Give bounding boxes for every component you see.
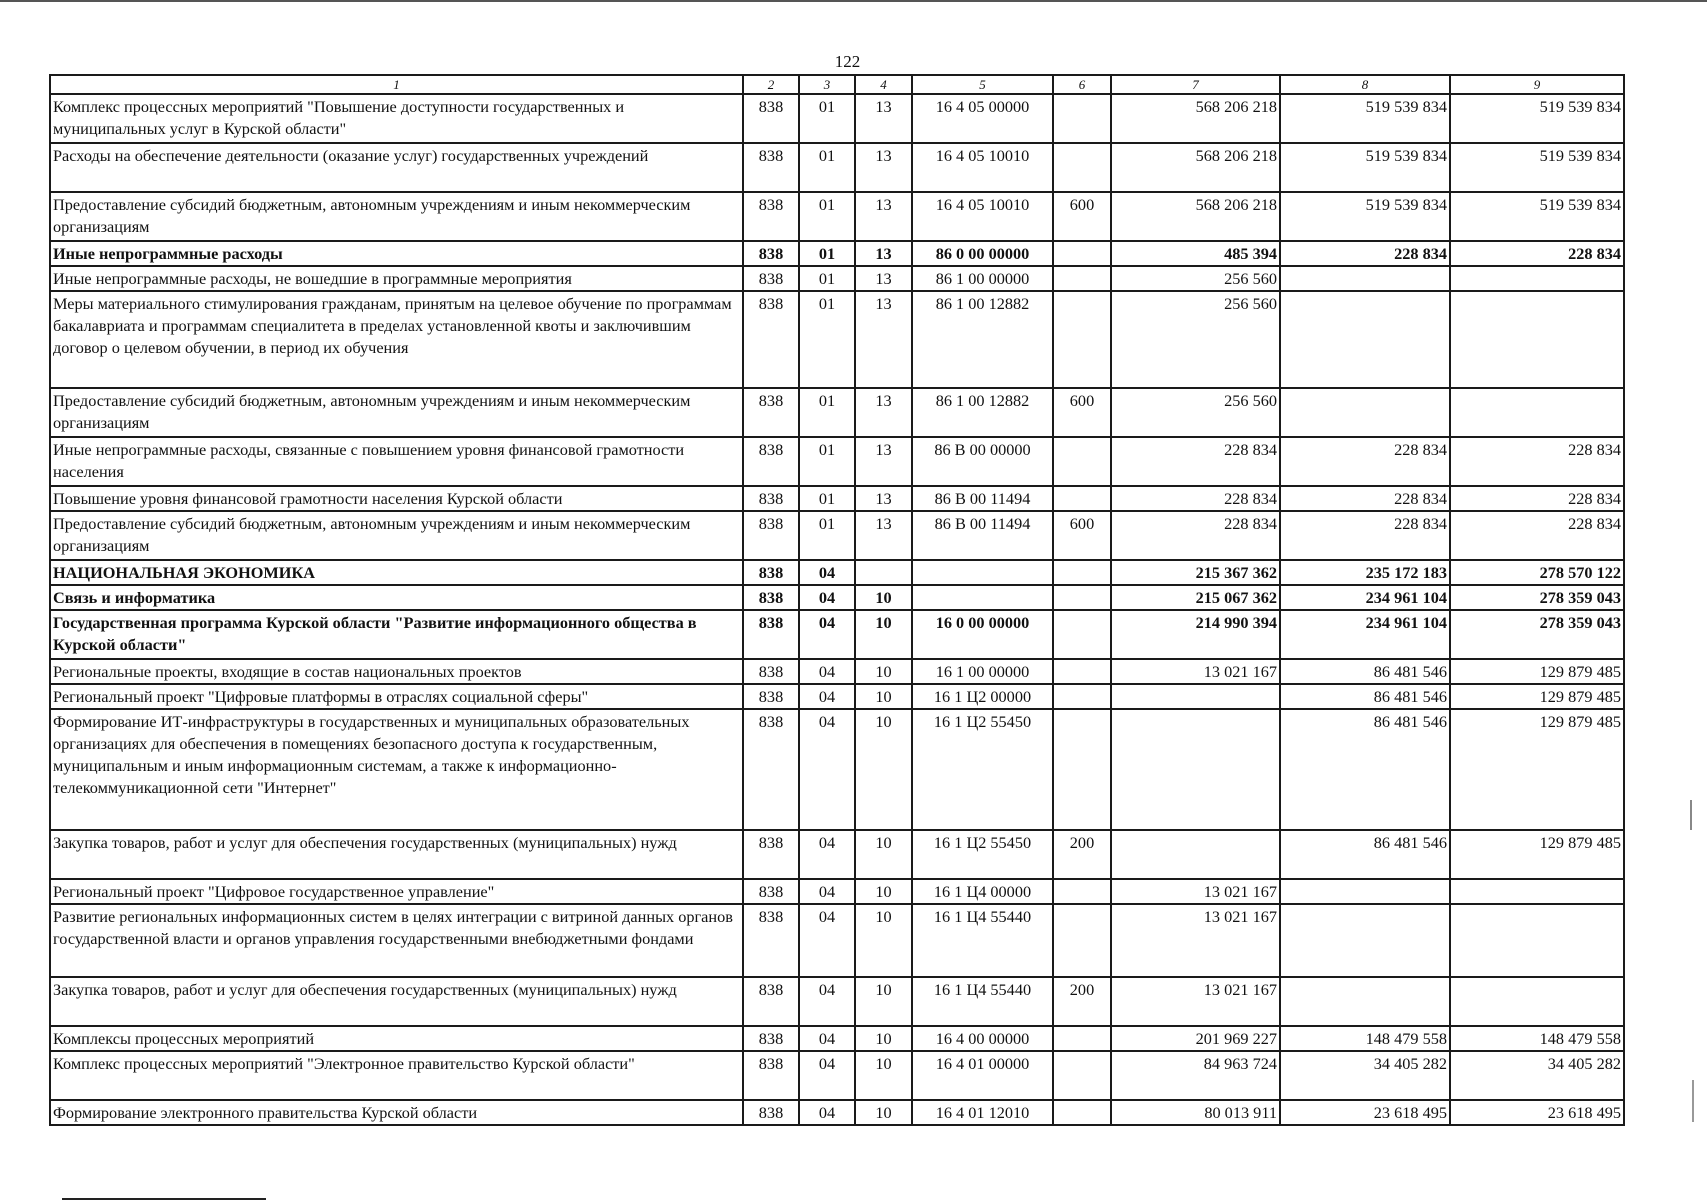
- expense-type-cell: [1053, 585, 1111, 610]
- amount-cell: 228 834: [1450, 511, 1624, 560]
- amount-cell: 13 021 167: [1111, 659, 1280, 684]
- row-label-cell: Предоставление субсидий бюджетным, автономным учреждениям и иным некоммерческим организациям: [50, 511, 743, 560]
- table-row: [50, 511, 1624, 560]
- row-label-cell: Государственная программа Курской области "Развитие информационного общества в Курской области": [50, 610, 743, 659]
- header-cell: 4: [855, 75, 912, 94]
- target-article-cell: 16 4 01 12010: [912, 1100, 1053, 1125]
- table-header-row: [50, 75, 1624, 94]
- section-code-cell: 01: [799, 511, 855, 560]
- amount-cell: [1450, 977, 1624, 1026]
- page-number: 122: [834, 52, 861, 71]
- gov-code-cell: 838: [743, 610, 799, 659]
- row-label-cell: Иные непрограммные расходы, не вошедшие в программные мероприятия: [50, 266, 743, 291]
- subsection-code-cell: 13: [855, 192, 912, 241]
- target-article-cell: 16 1 Ц2 00000: [912, 684, 1053, 709]
- expense-type-cell: [1053, 437, 1111, 486]
- amount-cell: [1450, 388, 1624, 437]
- subsection-code-cell: [855, 560, 912, 585]
- amount-cell: 228 834: [1280, 511, 1450, 560]
- amount-cell: 228 834: [1450, 486, 1624, 511]
- expense-type-cell: [1053, 709, 1111, 830]
- amount-cell: [1111, 709, 1280, 830]
- section-code-cell: 01: [799, 437, 855, 486]
- table-row: [50, 1026, 1624, 1051]
- section-code-cell: 01: [799, 266, 855, 291]
- target-article-cell: 86 1 00 00000: [912, 266, 1053, 291]
- amount-cell: 34 405 282: [1450, 1051, 1624, 1100]
- expense-type-cell: [1053, 291, 1111, 388]
- amount-cell: 13 021 167: [1111, 977, 1280, 1026]
- amount-cell: [1450, 879, 1624, 904]
- amount-cell: 129 879 485: [1450, 684, 1624, 709]
- gov-code-cell: 838: [743, 266, 799, 291]
- gov-code-cell: 838: [743, 684, 799, 709]
- target-article-cell: 16 1 Ц2 55450: [912, 709, 1053, 830]
- expense-type-cell: [1053, 241, 1111, 266]
- amount-cell: 86 481 546: [1280, 709, 1450, 830]
- target-article-cell: 86 1 00 12882: [912, 291, 1053, 388]
- row-label-cell: Развитие региональных информационных систем в целях интеграции с витриной данных органов государственной власти и органов управления государственными внебюджетными фондами: [50, 904, 743, 977]
- target-article-cell: 86 1 00 12882: [912, 388, 1053, 437]
- amount-cell: 13 021 167: [1111, 879, 1280, 904]
- gov-code-cell: 838: [743, 94, 799, 143]
- amount-cell: 256 560: [1111, 388, 1280, 437]
- expense-type-cell: 200: [1053, 830, 1111, 879]
- amount-cell: 148 479 558: [1450, 1026, 1624, 1051]
- table-row: [50, 291, 1624, 388]
- expense-type-cell: [1053, 659, 1111, 684]
- target-article-cell: 86 В 00 11494: [912, 486, 1053, 511]
- row-label-cell: Предоставление субсидий бюджетным, автономным учреждениям и иным некоммерческим организациям: [50, 388, 743, 437]
- amount-cell: 519 539 834: [1280, 192, 1450, 241]
- table-row: [50, 486, 1624, 511]
- amount-cell: 278 359 043: [1450, 585, 1624, 610]
- section-code-cell: 04: [799, 1051, 855, 1100]
- amount-cell: 34 405 282: [1280, 1051, 1450, 1100]
- row-label-cell: Региональный проект "Цифровые платформы в отраслях социальной сферы": [50, 684, 743, 709]
- section-code-cell: 01: [799, 143, 855, 192]
- section-code-cell: 04: [799, 560, 855, 585]
- subsection-code-cell: 10: [855, 879, 912, 904]
- subsection-code-cell: 10: [855, 610, 912, 659]
- amount-cell: [1111, 684, 1280, 709]
- section-code-cell: 04: [799, 1100, 855, 1125]
- amount-cell: 86 481 546: [1280, 684, 1450, 709]
- target-article-cell: 16 4 05 10010: [912, 143, 1053, 192]
- row-label-cell: Закупка товаров, работ и услуг для обеспечения государственных (муниципальных) нужд: [50, 977, 743, 1026]
- expense-type-cell: [1053, 904, 1111, 977]
- table-row: [50, 1051, 1624, 1100]
- gov-code-cell: 838: [743, 879, 799, 904]
- section-code-cell: 04: [799, 659, 855, 684]
- amount-cell: 23 618 495: [1280, 1100, 1450, 1125]
- header-cell: 5: [912, 75, 1053, 94]
- gov-code-cell: 838: [743, 388, 799, 437]
- subsection-code-cell: 10: [855, 709, 912, 830]
- target-article-cell: 16 0 00 00000: [912, 610, 1053, 659]
- target-article-cell: [912, 560, 1053, 585]
- header-cell: 8: [1280, 75, 1450, 94]
- section-code-cell: 04: [799, 830, 855, 879]
- table-row: [50, 830, 1624, 879]
- amount-cell: 256 560: [1111, 291, 1280, 388]
- table-row: [50, 1100, 1624, 1125]
- target-article-cell: 86 В 00 00000: [912, 437, 1053, 486]
- section-code-cell: 01: [799, 486, 855, 511]
- gov-code-cell: 838: [743, 241, 799, 266]
- subsection-code-cell: 10: [855, 830, 912, 879]
- amount-cell: 568 206 218: [1111, 143, 1280, 192]
- row-label-cell: Расходы на обеспечение деятельности (оказание услуг) государственных учреждений: [50, 143, 743, 192]
- scan-artifact: [1692, 1080, 1694, 1122]
- table-row: [50, 585, 1624, 610]
- header-cell: 7: [1111, 75, 1280, 94]
- subsection-code-cell: 10: [855, 977, 912, 1026]
- section-code-cell: 04: [799, 879, 855, 904]
- target-article-cell: 16 1 Ц4 00000: [912, 879, 1053, 904]
- expense-type-cell: [1053, 266, 1111, 291]
- table-row: [50, 266, 1624, 291]
- amount-cell: 234 961 104: [1280, 610, 1450, 659]
- amount-cell: 13 021 167: [1111, 904, 1280, 977]
- gov-code-cell: 838: [743, 192, 799, 241]
- amount-cell: [1280, 879, 1450, 904]
- amount-cell: [1280, 266, 1450, 291]
- row-label-cell: Предоставление субсидий бюджетным, автономным учреждениям и иным некоммерческим организациям: [50, 192, 743, 241]
- row-label-cell: Комплекс процессных мероприятий "Повышение доступности государственных и муниципальных услуг в Курской области": [50, 94, 743, 143]
- amount-cell: 228 834: [1280, 486, 1450, 511]
- section-code-cell: 01: [799, 192, 855, 241]
- expense-type-cell: [1053, 1026, 1111, 1051]
- row-label-cell: НАЦИОНАЛЬНАЯ ЭКОНОМИКА: [50, 560, 743, 585]
- target-article-cell: 16 4 05 10010: [912, 192, 1053, 241]
- table-row: [50, 684, 1624, 709]
- section-code-cell: 04: [799, 684, 855, 709]
- expense-type-cell: [1053, 94, 1111, 143]
- amount-cell: 84 963 724: [1111, 1051, 1280, 1100]
- row-label-cell: Региональные проекты, входящие в состав национальных проектов: [50, 659, 743, 684]
- expense-type-cell: [1053, 879, 1111, 904]
- amount-cell: 86 481 546: [1280, 830, 1450, 879]
- subsection-code-cell: 13: [855, 94, 912, 143]
- amount-cell: 519 539 834: [1450, 94, 1624, 143]
- target-article-cell: [912, 585, 1053, 610]
- expense-type-cell: [1053, 1051, 1111, 1100]
- row-label-cell: Повышение уровня финансовой грамотности населения Курской области: [50, 486, 743, 511]
- header-cell: 1: [50, 75, 743, 94]
- table-row: [50, 437, 1624, 486]
- amount-cell: 235 172 183: [1280, 560, 1450, 585]
- amount-cell: [1111, 830, 1280, 879]
- header-cell: 6: [1053, 75, 1111, 94]
- amount-cell: 129 879 485: [1450, 659, 1624, 684]
- header-cell: 3: [799, 75, 855, 94]
- expense-type-cell: [1053, 610, 1111, 659]
- amount-cell: 228 834: [1450, 437, 1624, 486]
- row-label-cell: Комплексы процессных мероприятий: [50, 1026, 743, 1051]
- amount-cell: 86 481 546: [1280, 659, 1450, 684]
- amount-cell: 228 834: [1280, 241, 1450, 266]
- section-code-cell: 04: [799, 977, 855, 1026]
- expense-type-cell: [1053, 1100, 1111, 1125]
- subsection-code-cell: 13: [855, 266, 912, 291]
- section-code-cell: 01: [799, 291, 855, 388]
- amount-cell: 23 618 495: [1450, 1100, 1624, 1125]
- table-row: [50, 610, 1624, 659]
- subsection-code-cell: 10: [855, 1026, 912, 1051]
- expense-type-cell: [1053, 560, 1111, 585]
- table-row: [50, 709, 1624, 830]
- subsection-code-cell: 13: [855, 291, 912, 388]
- table-row: [50, 94, 1624, 143]
- subsection-code-cell: 10: [855, 1100, 912, 1125]
- row-label-cell: Региональный проект "Цифровое государственное управление": [50, 879, 743, 904]
- target-article-cell: 86 В 00 11494: [912, 511, 1053, 560]
- gov-code-cell: 838: [743, 486, 799, 511]
- subsection-code-cell: 10: [855, 1051, 912, 1100]
- expense-type-cell: 600: [1053, 388, 1111, 437]
- gov-code-cell: 838: [743, 560, 799, 585]
- gov-code-cell: 838: [743, 830, 799, 879]
- gov-code-cell: 838: [743, 709, 799, 830]
- table-body: [50, 94, 1624, 1125]
- amount-cell: 568 206 218: [1111, 192, 1280, 241]
- target-article-cell: 16 1 00 00000: [912, 659, 1053, 684]
- amount-cell: 129 879 485: [1450, 709, 1624, 830]
- expense-type-cell: [1053, 684, 1111, 709]
- table-row: [50, 977, 1624, 1026]
- row-label-cell: Иные непрограммные расходы, связанные с повышением уровня финансовой грамотности населения: [50, 437, 743, 486]
- amount-cell: 228 834: [1111, 486, 1280, 511]
- row-label-cell: Связь и информатика: [50, 585, 743, 610]
- table-row: [50, 560, 1624, 585]
- row-label-cell: Закупка товаров, работ и услуг для обеспечения государственных (муниципальных) нужд: [50, 830, 743, 879]
- row-label-cell: Меры материального стимулирования гражданам, принятым на целевое обучение по программам бакалавриата и программам специалитета в пределах установленной квоты и заключившим договор о целевом обучении, в период их обучения: [50, 291, 743, 388]
- subsection-code-cell: 10: [855, 659, 912, 684]
- target-article-cell: 16 1 Ц2 55450: [912, 830, 1053, 879]
- section-code-cell: 01: [799, 94, 855, 143]
- scan-artifact: [1690, 800, 1692, 830]
- amount-cell: 519 539 834: [1280, 94, 1450, 143]
- amount-cell: [1280, 904, 1450, 977]
- gov-code-cell: 838: [743, 904, 799, 977]
- row-label-cell: Формирование ИТ-инфраструктуры в государственных и муниципальных образовательных организациях для обеспечения в помещениях безопасного доступа к государственным, муниципальным и иным информационным системам, а также к информационно-телекоммуникационной сети "Интернет": [50, 709, 743, 830]
- gov-code-cell: 838: [743, 1100, 799, 1125]
- scan-top-edge: [0, 0, 1707, 2]
- subsection-code-cell: 13: [855, 241, 912, 266]
- table-row: [50, 143, 1624, 192]
- expense-type-cell: [1053, 486, 1111, 511]
- row-label-cell: Комплекс процессных мероприятий "Электронное правительство Курской области": [50, 1051, 743, 1100]
- section-code-cell: 01: [799, 241, 855, 266]
- amount-cell: 228 834: [1450, 241, 1624, 266]
- gov-code-cell: 838: [743, 1051, 799, 1100]
- gov-code-cell: 838: [743, 291, 799, 388]
- header-cell: 2: [743, 75, 799, 94]
- amount-cell: 256 560: [1111, 266, 1280, 291]
- target-article-cell: 16 4 00 00000: [912, 1026, 1053, 1051]
- amount-cell: [1450, 291, 1624, 388]
- budget-table: [49, 74, 1625, 1126]
- amount-cell: [1280, 291, 1450, 388]
- amount-cell: [1450, 266, 1624, 291]
- amount-cell: 201 969 227: [1111, 1026, 1280, 1051]
- gov-code-cell: 838: [743, 511, 799, 560]
- target-article-cell: 86 0 00 00000: [912, 241, 1053, 266]
- target-article-cell: 16 4 05 00000: [912, 94, 1053, 143]
- amount-cell: 234 961 104: [1280, 585, 1450, 610]
- section-code-cell: 04: [799, 610, 855, 659]
- expense-type-cell: [1053, 143, 1111, 192]
- table-row: [50, 388, 1624, 437]
- section-code-cell: 04: [799, 709, 855, 830]
- amount-cell: [1280, 977, 1450, 1026]
- subsection-code-cell: 10: [855, 904, 912, 977]
- target-article-cell: 16 4 01 00000: [912, 1051, 1053, 1100]
- gov-code-cell: 838: [743, 977, 799, 1026]
- amount-cell: 129 879 485: [1450, 830, 1624, 879]
- gov-code-cell: 838: [743, 143, 799, 192]
- table-row: [50, 879, 1624, 904]
- amount-cell: [1450, 904, 1624, 977]
- section-code-cell: 04: [799, 904, 855, 977]
- row-label-cell: Формирование электронного правительства Курской области: [50, 1100, 743, 1125]
- table-row: [50, 192, 1624, 241]
- subsection-code-cell: 13: [855, 388, 912, 437]
- amount-cell: 228 834: [1111, 511, 1280, 560]
- subsection-code-cell: 10: [855, 585, 912, 610]
- amount-cell: 519 539 834: [1450, 143, 1624, 192]
- amount-cell: 568 206 218: [1111, 94, 1280, 143]
- header-cell: 9: [1450, 75, 1624, 94]
- section-code-cell: 04: [799, 1026, 855, 1051]
- amount-cell: 228 834: [1280, 437, 1450, 486]
- target-article-cell: 16 1 Ц4 55440: [912, 977, 1053, 1026]
- subsection-code-cell: 10: [855, 684, 912, 709]
- amount-cell: 80 013 911: [1111, 1100, 1280, 1125]
- amount-cell: 215 067 362: [1111, 585, 1280, 610]
- gov-code-cell: 838: [743, 1026, 799, 1051]
- gov-code-cell: 838: [743, 659, 799, 684]
- amount-cell: 278 570 122: [1450, 560, 1624, 585]
- expense-type-cell: 600: [1053, 192, 1111, 241]
- expense-type-cell: 600: [1053, 511, 1111, 560]
- expense-type-cell: 200: [1053, 977, 1111, 1026]
- amount-cell: 278 359 043: [1450, 610, 1624, 659]
- section-code-cell: 01: [799, 388, 855, 437]
- amount-cell: 519 539 834: [1280, 143, 1450, 192]
- row-label-cell: Иные непрограммные расходы: [50, 241, 743, 266]
- gov-code-cell: 838: [743, 437, 799, 486]
- subsection-code-cell: 13: [855, 143, 912, 192]
- amount-cell: 228 834: [1111, 437, 1280, 486]
- target-article-cell: 16 1 Ц4 55440: [912, 904, 1053, 977]
- amount-cell: [1280, 388, 1450, 437]
- subsection-code-cell: 13: [855, 511, 912, 560]
- amount-cell: 148 479 558: [1280, 1026, 1450, 1051]
- table-row: [50, 241, 1624, 266]
- amount-cell: 215 367 362: [1111, 560, 1280, 585]
- subsection-code-cell: 13: [855, 486, 912, 511]
- table-row: [50, 659, 1624, 684]
- amount-cell: 214 990 394: [1111, 610, 1280, 659]
- subsection-code-cell: 13: [855, 437, 912, 486]
- table-row: [50, 904, 1624, 977]
- amount-cell: 519 539 834: [1450, 192, 1624, 241]
- amount-cell: 485 394: [1111, 241, 1280, 266]
- gov-code-cell: 838: [743, 585, 799, 610]
- section-code-cell: 04: [799, 585, 855, 610]
